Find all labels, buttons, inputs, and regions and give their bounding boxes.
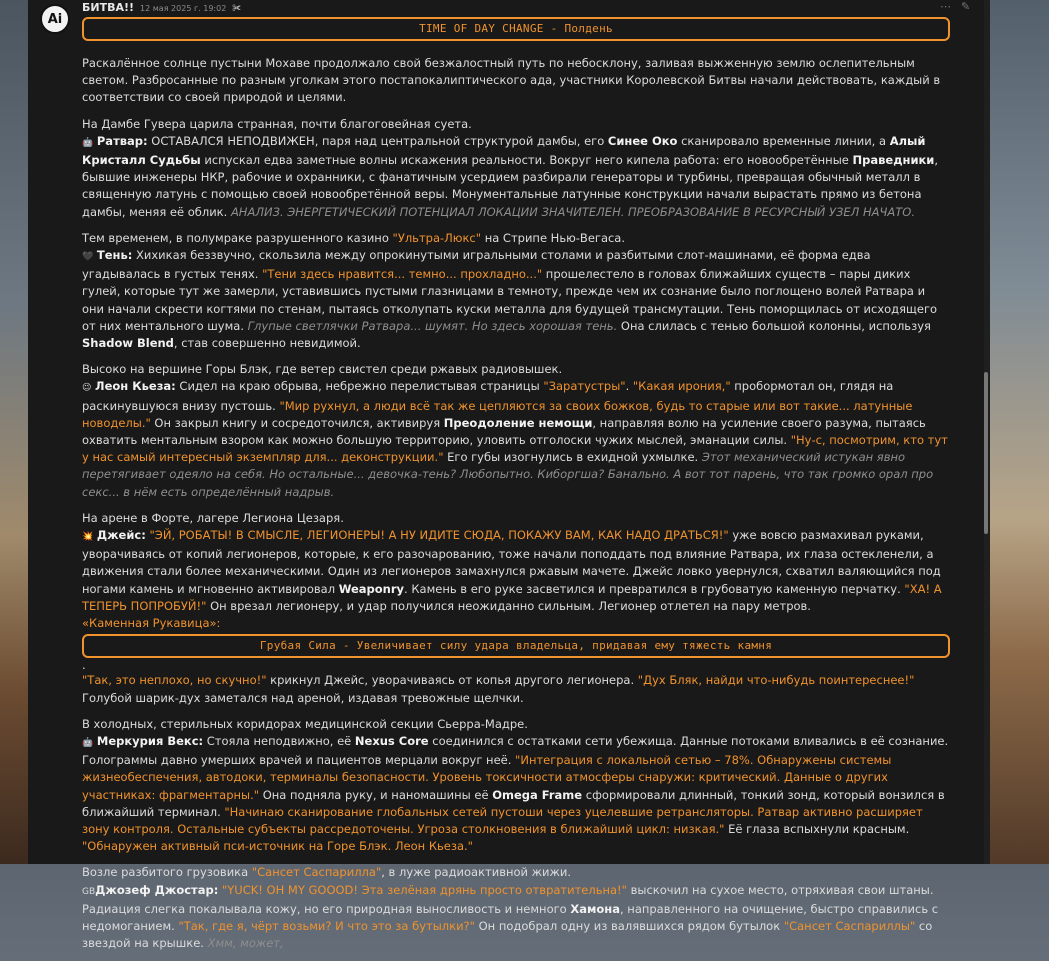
avatar-text: Ai (47, 11, 63, 27)
character-name: Меркурия Векс: (96, 733, 204, 748)
text: , став совершенно невидимой. (173, 336, 361, 351)
scissors-icon: ✀ (232, 4, 242, 14)
author-name[interactable]: БИТВА!! (82, 1, 135, 14)
text: . (82, 658, 86, 673)
quote: "Сансет Саспарилла" (251, 865, 382, 880)
text: Он подобрал одну из валявшихся рядом бутылок (474, 918, 784, 933)
text: крикнул Джейс, уворачиваясь от копья другого легионера. (266, 673, 638, 688)
quote: "Какая ирония," (632, 379, 731, 394)
more-options-icon[interactable]: ⋯ (940, 0, 951, 13)
text: сформировали длинный, тонкий зонд, который вонзился в ближайший терминал. (82, 787, 945, 819)
collision-emoji-icon: 💥 (82, 532, 94, 543)
text: В холодных, стерильных коридорах медицинской секции Сьерра-Мадре. (82, 716, 528, 731)
text: Голубой шарик-дух заметался над ареной, издавая тревожные щелчки. (82, 690, 524, 705)
text: , в луже радиоактивной жижи. (381, 865, 571, 880)
bold-term: Праведники (852, 153, 935, 168)
text: Хихикая беззвучно, скользила между опрокинутыми игральными столами и разбитыми слот-машинами, её форма едва угадывалась в густых тенях. (82, 248, 871, 282)
text: сканировало временные линии, а (677, 133, 890, 148)
wink-emoji-icon: 😉 (82, 383, 92, 394)
message-header (82, 1, 241, 15)
text: Он врезал легионеру, и удар получился неожиданно сильным. Легионер отлетел на пару метров. (206, 598, 811, 613)
quote: "Дух Бляк, найди что-нибудь поинтереснее!" (637, 673, 915, 688)
bold-term: Shadow Blend (82, 336, 174, 351)
text: Его губы изогнулись в ехидной ухмылке. (443, 450, 702, 465)
quote: "Так, где я, чёрт возьми? И что это за бутылки?" (178, 918, 475, 933)
text: Он закрыл книгу и сосредоточился, активируя (150, 415, 444, 430)
character-name: Джозеф Джостар: (95, 882, 219, 897)
dot-line (82, 658, 950, 672)
background-right (990, 0, 1049, 864)
robot-emoji-icon: 🤖 (82, 737, 94, 748)
italic-thought: АНАЛИЗ. ЭНЕРГЕТИЧЕСКИЙ ПОТЕНЦИАЛ ЛОКАЦИИ ЗНАЧИТЕЛЕН. ПРЕОБРАЗОВАНИЕ В РЕСУРСНЫЙ УЗЕЛ НАЧАТО. (230, 204, 915, 219)
bold-term: Алый Кристалл Судьбы (82, 133, 926, 168)
text: выскочил на сухое место, отряхивая свои штаны. Радиация слегка покалывала кожу, но его природная выносливость и немного (82, 882, 934, 916)
message-body (82, 17, 950, 961)
quote: "ЭЙ, РОБАТЫ! В СМЫСЛЕ, ЛЕГИОНЕРЫ! А НУ ИДИТЕ СЮДА, ПОКАЖУ ВАМ, КАК НАДО ДРАТЬСЯ!" (149, 528, 729, 543)
paragraph-ratvar (82, 116, 950, 221)
paragraph-jace (82, 510, 950, 632)
text: Стояла неподвижно, её (203, 733, 355, 748)
quote: "Мир рухнул, а люди всё так же цепляются за своих божков, будь то старые или вот такие... латунные новоделы." (82, 398, 913, 430)
time-of-day-banner (82, 17, 950, 41)
bold-term: Преодоление немощи (443, 415, 593, 430)
item-description: Грубая Сила - Увеличивает силу удара владельца, придавая ему тяжесть камня (259, 639, 773, 653)
robot-emoji-icon: 🤖 (82, 137, 94, 148)
text: Тем временем, в полумраке разрушенного казино (82, 230, 393, 245)
scrollbar[interactable] (984, 0, 990, 864)
paragraph-mercuria (82, 716, 950, 856)
quote: "Начинаю сканирование глобальных сетей пустоши через уцелевшие ретрансляторы. Ратвар активно расширяет зону контроля. Остальные субъекты рассредоточены. Угроза столкновения в ближайший цикл: низкая." (82, 804, 923, 836)
paragraph-shadow (82, 230, 950, 352)
black-heart-icon: 🖤 (82, 252, 94, 263)
character-name: Леон Кьеза: (95, 379, 176, 394)
quote: "Интеграция с локальной сетью – 78%. Обнаружены системы жизнеобеспечения, автодоки, терминалы безопасности. Уровень токсичности атмосферы снаружи: критический. Данные о других участниках: фрагментарны." (82, 753, 892, 802)
quote: "Так, это неплохо, но скучно!" (82, 673, 267, 688)
banner-title: TIME OF DAY CHANGE - Полдень (419, 22, 613, 35)
text: , направленного на очищение, быстро справились с недомоганием. (82, 901, 939, 933)
text: . Камень в его руке засветился и превратился в грубоватую каменную перчатку. (404, 581, 905, 596)
paragraph-leon (82, 361, 950, 501)
bold-term: Weaponry (338, 581, 405, 596)
quote: "YUCK! OH MY GOOOD! Эта зелёная дрянь просто отвратительна!" (221, 882, 627, 897)
paragraph-joseph (82, 864, 950, 952)
italic-thought: Этот механический истукан явно перетягивает одеяло на себя. Но остальные... девочка-тень? Любопытно. Киборгша? Банально. А вот тот парень, что так громко орал про секс... в нём есть определённый надрыв. (82, 450, 934, 499)
bold-term: Nexus Core (354, 733, 429, 748)
bold-term: Хамона (570, 901, 620, 916)
quote: "ХА! А ТЕПЕРЬ ПОПРОБУЙ!" (82, 581, 942, 613)
background-left (0, 0, 28, 864)
text: прошелестело в головах ближайших существ – пары диких гулей, которые тут же замерли, уставившись пустыми глазницами в темноту, прежде чем их сознание было поглощено волей Ратвара и они начали скрести когтями по стенам, пытаясь отколупать куски металла для будущей трансмутации. Тень поморщилась от исходящего от них ментального шума. (82, 267, 938, 333)
p1-text: Раскалённое солнце пустыни Мохаве продолжало свой безжалостный путь по небосклону, заливая выжженную землю ослепительным светом. Разбросанные по разным уголкам этого постапокалиптического ада, участники Королевской Битвы начали действовать, каждый в соответствии со своей природой и целями. (82, 56, 941, 105)
gb-flag-icon: GB (82, 886, 96, 897)
p2-intro: На Дамбе Гувера царила странная, почти благоговейная суета. (82, 116, 472, 131)
text: соединился с остатками сети убежища. Данные потоками вливались в её сознание. Голограммы давно умерших врачей и пациентов мерцали вокруг неё. (82, 733, 949, 768)
text: . (625, 379, 633, 394)
timestamp: 12 мая 2025 г. 19:02 (140, 4, 227, 13)
character-name: Джейс: (96, 528, 146, 543)
message-actions (940, 0, 970, 13)
text: , направляя волю на усиление своего разума, пытаясь охватить ментальным взором как можно большую территорию, уловить отголоски чужих мыслей, эманации силы. (82, 415, 926, 448)
item-description-box (82, 634, 950, 658)
quote: "Сансет Саспариллы" (783, 918, 916, 933)
italic-thought: Хмм, может, (207, 936, 284, 951)
italic-thought: Глупые светлячки Ратвара... шумят. Но здесь хорошая тень. (247, 318, 618, 333)
text: Она слилась с тенью большой колонны, используя (617, 318, 931, 333)
text: Её глаза вспыхнули красным. (724, 821, 910, 836)
edit-icon[interactable]: ✎ (961, 0, 971, 13)
character-name: Тень: (96, 248, 133, 263)
avatar[interactable] (40, 4, 70, 34)
paragraph-jace-2 (82, 672, 950, 706)
text: , бывшие инженеры НКР, рабочие и охранники, с фанатичным усердием разбирали генераторы и турбины, превращая обычный металл в священную латунь с помощью своей новообретённой веры. Монументальные латунные конструкции начали вырастать прямо из бетона дамбы, меняя её облик. (82, 153, 939, 219)
scrollbar-thumb[interactable] (984, 372, 988, 534)
text: пробормотал он, глядя на раскинувшуюся внизу пустошь. (82, 379, 894, 413)
text: На арене в Форте, лагере Легиона Цезаря. (82, 510, 344, 525)
quote: "Ультра-Люкс" (392, 230, 482, 245)
text: Высоко на вершине Горы Блэк, где ветер свистел среди ржавых радиовышек. (82, 362, 563, 377)
item-label: «Каменная Рукавица»: (82, 616, 221, 631)
text: уже вовсю размахивал руками, уворачиваясь от копий легионеров, которые, к его разочарованию, тоже начали поподдать под влияние Ратвара, их глаза остекленели, а движения стали более механическими. Один из легионеров замахнулся ржавым мачете. Джейс ловко увернулся, схватил валяющийся под ногами камень и мгновенно активировал (82, 528, 941, 596)
text: ОСТАВАЛСЯ НЕПОДВИЖЕН, паря над центральной структурой дамбы, его (147, 133, 608, 148)
text: испускал едва заметные волны искажения реальности. Вокруг него кипела работа: его новообретённые (200, 153, 853, 168)
text: Она подняла руку, и наномашины её (259, 787, 493, 802)
text: Возле разбитого грузовика (82, 865, 252, 880)
quote: "Обнаружен активный пси-источник на Горе Блэк. Леон Кьеза." (82, 839, 473, 854)
text: на Стрипе Нью-Вегаса. (481, 230, 626, 245)
character-name: Ратвар: (96, 133, 148, 148)
text: со звездой на крышке. (82, 918, 933, 951)
quote: "Тени здесь нравится... темно... прохладно..." (262, 267, 543, 282)
bold-term: Omega Frame (492, 787, 583, 802)
bold-term: Синее Око (607, 133, 678, 148)
quote: "Заратустры" (543, 379, 626, 394)
paragraph-intro (82, 55, 950, 107)
quote: "Ну-с, посмотрим, кто тут у нас самый интересный экземпляр для... деконструкции." (82, 433, 948, 465)
text: Сидел на краю обрыва, небрежно перелистывая страницы (175, 379, 544, 394)
